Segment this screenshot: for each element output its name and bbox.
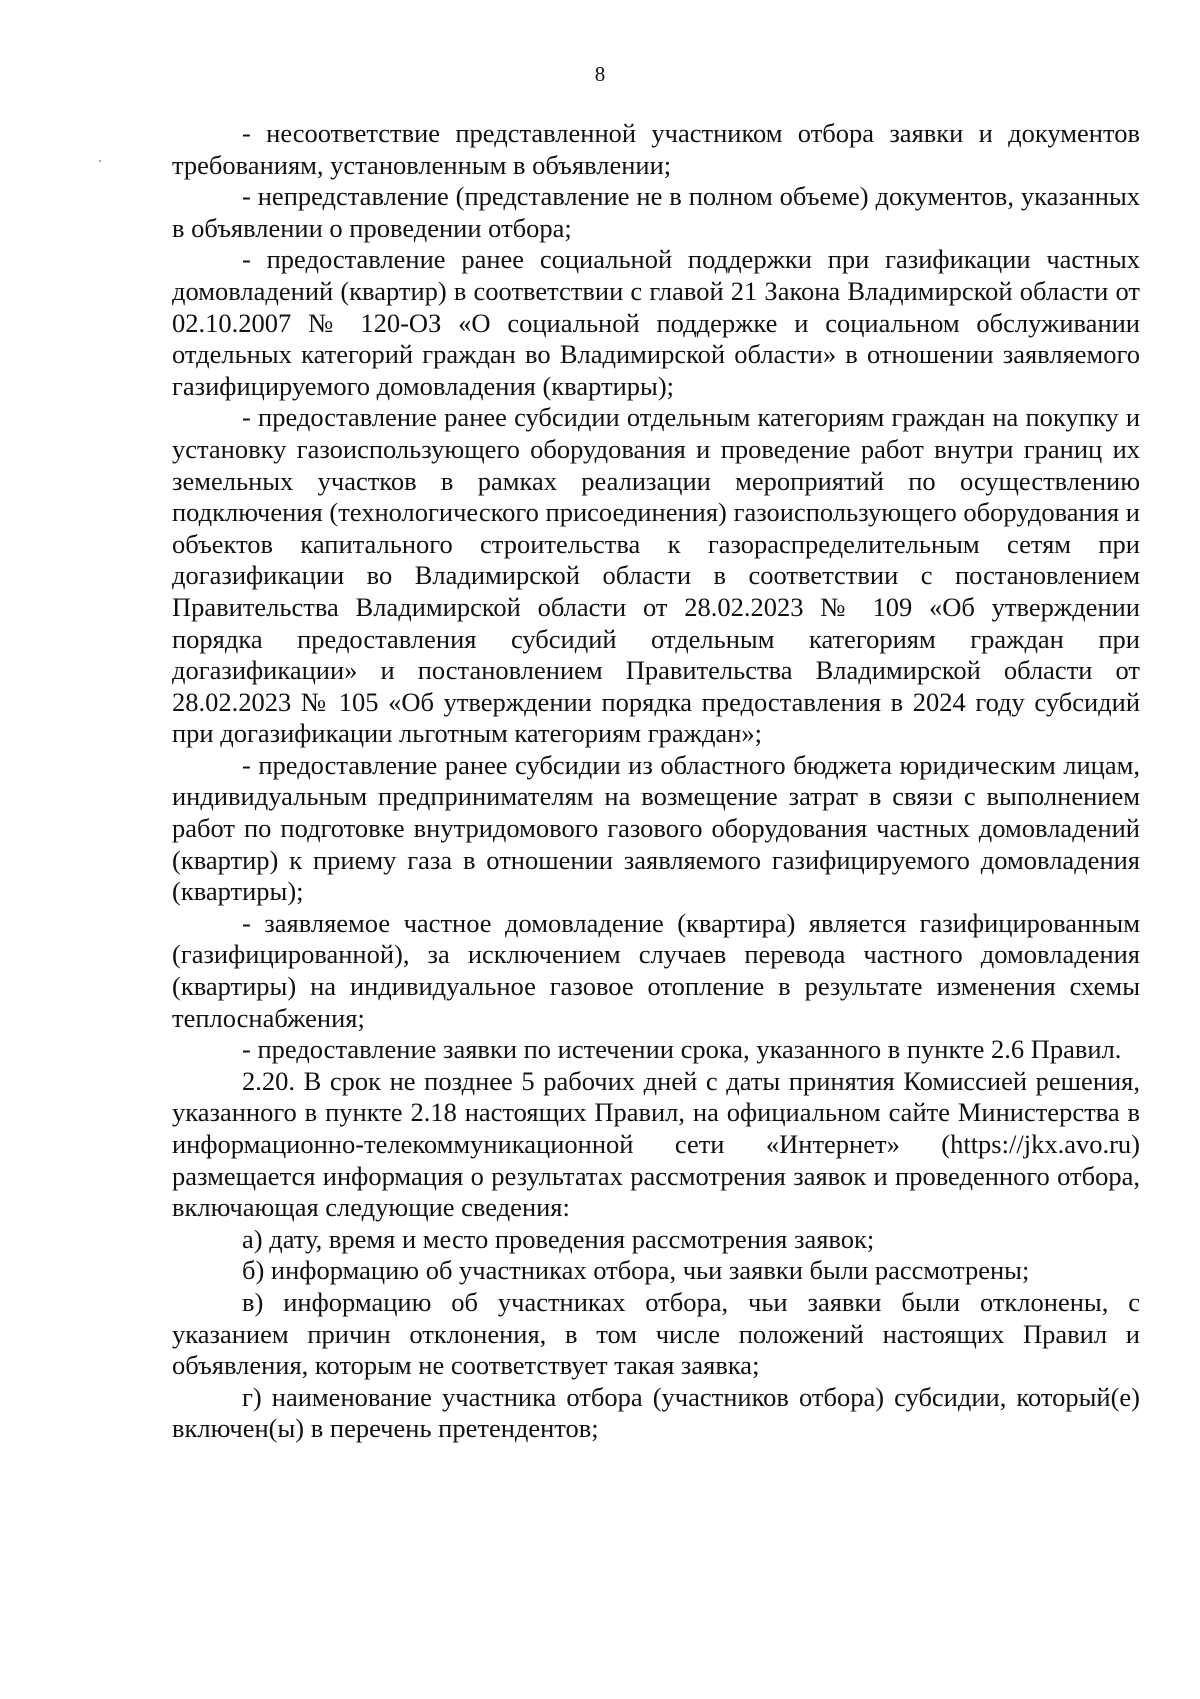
paragraph-nonsubmission: - непредставление (представление не в полном объеме) документов, указанных в объявлении о проведении отбора; <box>172 181 1140 243</box>
list-item-a: а) дату, время и место проведения рассмотрения заявок; <box>242 1223 875 1254</box>
paragraph-clause-2-20: 2.20. В срок не позднее 5 рабочих дней с даты принятия Комиссией решения, указанного в пункте 2.18 настоящих Правил, на официальном сайте Министерства в информационно-телекоммуникационной сети «Интернет» (https://jkx.avo.ru) размещается информация о результатах рассмотрения заявок и проведенного отбора, включающая следующие сведения: <box>172 1065 1140 1223</box>
paragraph-prior-subsidy-citizens: - предоставление ранее субсидии отдельным категориям граждан на покупку и установку газоиспользующего оборудования и проведение работ внутри границ их земельных участков в рамках реализации мероприятий по осуществлению подключения (технологического присоединения) газоиспользующего оборудования и объектов капитального строительства к газораспределительным сетям при догазификации во Владимирской области в соответствии с постановлением Правительства Владимирской области от 28.02.2023 № 109 «Об утверждении порядка предоставления субсидий отдельным категориям граждан при догазификации» и постановлением Правительства Владимирской области от 28.02.2023 № 105 «Об утверждении порядка предоставления в 2024 году субсидий при догазификации льготным категориям граждан»; <box>172 402 1140 749</box>
list-item-g: г) наименование участника отбора (участников отбора) субсидии, который(е) включен(ы) в перечень претендентов; <box>172 1381 1140 1444</box>
paragraph-prior-social-support: - предоставление ранее социальной поддержки при газификации частных домовладений (квартир) в соответствии с главой 21 Закона Владимирской области от 02.10.2007 № 120-ОЗ «О социальной поддержке и социальном обслуживании отдельных категорий граждан во Владимирской области» в отношении заявляемого газифицируемого домовладения (квартиры); <box>172 244 1140 401</box>
paragraph-prior-subsidy-legal-entities: - предоставление ранее субсидии из областного бюджета юридическим лицам, индивидуальным предпринимателям на возмещение затрат в связи с выполнением работ по подготовке внутридомового газового оборудования частных домовладений (квартир) к приему газа в отношении заявляемого газифицируемого домовладения (квартиры); <box>172 749 1140 907</box>
list-item-v: в) информацию об участниках отбора, чьи заявки были отклонены, с указанием причин отклонения, в том числе положений настоящих Правил и объявления, которым не соответствует такая заявка; <box>172 1286 1140 1381</box>
page-number: 8 <box>594 62 606 86</box>
paragraph-already-gasified: - заявляемое частное домовладение (квартира) является газифицированным (газифицированной), за исключением случаев перевода частного домовладения (квартиры) на индивидуальное газовое отопление в результате изменения схемы теплоснабжения; <box>172 907 1140 1033</box>
paragraph-nonconformity: - несоответствие представленной участником отбора заявки и документов требованиям, установленным в объявлении; <box>172 118 1140 180</box>
scan-speck <box>99 160 101 162</box>
paragraph-late-submission: - предоставление заявки по истечении срока, указанного в пункте 2.6 Правил. <box>242 1034 1122 1065</box>
list-item-b: б) информацию об участниках отбора, чьи заявки были рассмотрены; <box>242 1255 1030 1286</box>
document-body <box>172 118 1140 1445</box>
